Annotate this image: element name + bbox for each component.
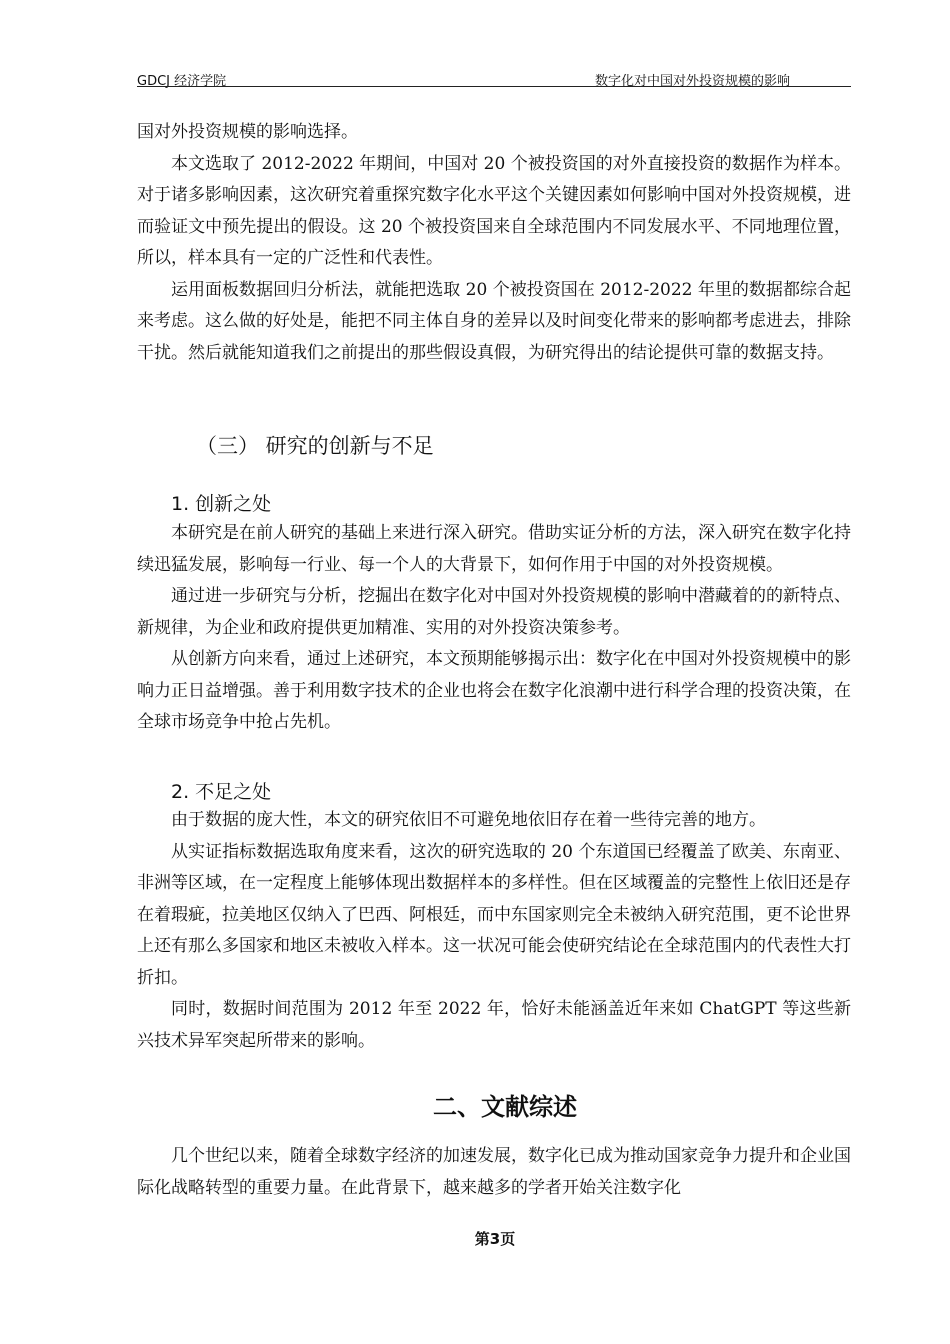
shortcomings-paragraph-3: 同时，数据时间范围为 2012 年至 2022 年，恰好未能涵盖近年来如 ChatGPT 等这些新兴技术异军突起所带来的影响。 bbox=[137, 999, 851, 1051]
innovation-block bbox=[137, 518, 851, 739]
intro-block bbox=[137, 117, 851, 369]
section-heading-innovation: （三） 研究的创新与不足 bbox=[196, 434, 434, 458]
innovation-paragraph-3: 从创新方向来看，通过上述研究，本文预期能够揭示出：数字化在中国对外投资规模中的影响力正日益增强。善于利用数字技术的企业也将会在数字化浪潮中进行科学合理的投资决策，在全球市场竞争中抢占先机。 bbox=[137, 649, 851, 732]
page-number: 第3页 bbox=[474, 1230, 516, 1248]
subheading-innovation: 1. 创新之处 bbox=[171, 493, 272, 515]
innovation-paragraph-1: 本研究是在前人研究的基础上来进行深入研究。借助实证分析的方法，深入研究在数字化持续迅猛发展，影响每一行业、每一个人的大背景下，如何作用于中国的对外投资规模。 bbox=[137, 523, 851, 575]
intro-paragraph-2: 运用面板数据回归分析法，就能把选取 20 个被投资国在 2012-2022 年里的数据都综合起来考虑。这么做的好处是，能把不同主体自身的差异以及时间变化带来的影响都考虑进去，排除干扰。然后就能知道我们之前提出的那些假设真假，为研究得出的结论提供可靠的数据支持。 bbox=[137, 279, 851, 363]
header-title: 数字化对中国对外投资规模的影响 bbox=[595, 74, 791, 89]
innovation-paragraph-2: 通过进一步研究与分析，挖掘出在数字化对中国对外投资规模的影响中潜藏着的的新特点、新规律，为企业和政府提供更加精准、实用的对外投资决策参考。 bbox=[137, 586, 851, 638]
intro-paragraph-1: 本文选取了 2012-2022 年期间，中国对 20 个被投资国的对外直接投资的数据作为样本。对于诸多影响因素，这次研究着重探究数字化水平这个关键因素如何影响中国对外投资规模，进而验证文中预先提出的假设。这 20 个被投资国来自全球范围内不同发展水平、不同地理位置，所以，样本具有一定的广泛性和代表性。 bbox=[137, 153, 851, 268]
header-divider bbox=[137, 86, 851, 87]
literature-paragraph-1: 几个世纪以来，随着全球数字经济的加速发展，数字化已成为推动国家竞争力提升和企业国际化战略转型的重要力量。在此背景下，越来越多的学者开始关注数字化 bbox=[137, 1146, 851, 1198]
shortcomings-block bbox=[137, 805, 851, 1057]
literature-block bbox=[137, 1141, 851, 1204]
chapter-heading-literature-review: 二、文献综述 bbox=[433, 1093, 577, 1121]
intro-line: 国对外投资规模的影响选择。 bbox=[137, 122, 358, 142]
shortcomings-paragraph-2: 从实证指标数据选取角度来看，这次的研究选取的 20 个东道国已经覆盖了欧美、东南亚、非洲等区域，在一定程度上能够体现出数据样本的多样性。但在区域覆盖的完整性上依旧还是存在着瑕疵，拉美地区仅纳入了巴西、阿根廷，而中东国家则完全未被纳入研究范围，更不论世界上还有那么多国家和地区未被收入样本。这一状况可能会使研究结论在全球范围内的代表性大打折扣。 bbox=[137, 841, 851, 988]
shortcomings-paragraph-1: 由于数据的庞大性，本文的研究依旧不可避免地依旧存在着一些待完善的地方。 bbox=[171, 810, 766, 830]
header-school: GDCJ 经济学院 bbox=[137, 74, 227, 89]
subheading-shortcomings: 2. 不足之处 bbox=[171, 781, 272, 803]
